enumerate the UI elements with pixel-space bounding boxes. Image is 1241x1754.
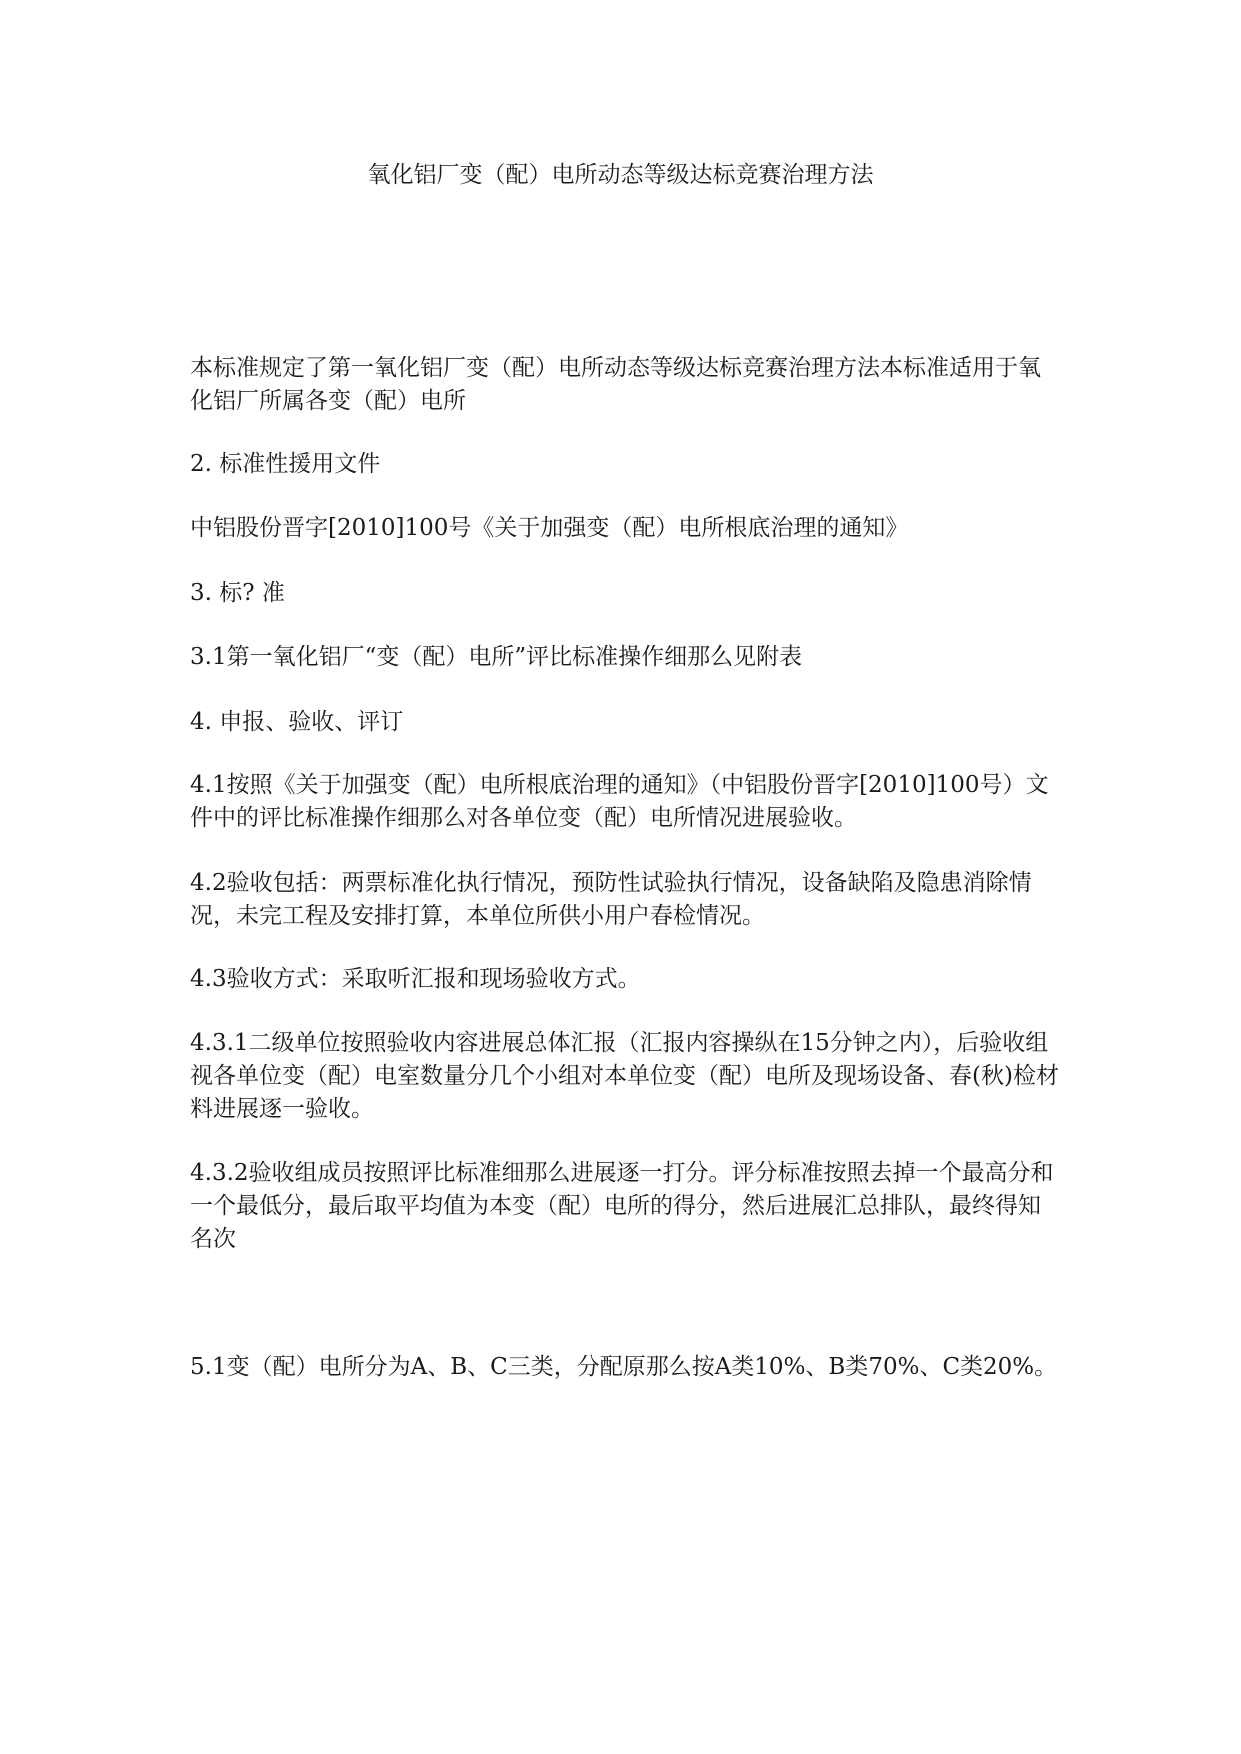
section-heading-2: 2. 标准性援用文件 [190, 451, 381, 477]
paragraph-reference-doc: 中铝股份晋字[2010]100号《关于加强变（配）电所根底治理的通知》 [190, 515, 909, 541]
section-heading-4: 4. 申报、验收、评订 [190, 709, 404, 735]
paragraph-4-1: 4.1按照《关于加强变（配）电所根底治理的通知》（中铝股份晋字[2010]100号）文件中的评比标准操作细那么对各单位变（配）电所情况进展验收。 [190, 772, 1049, 831]
paragraph-4-3-2: 4.3.2验收组成员按照评比标准细那么进展逐一打分。评分标准按照去掉一个最高分和一个最低分，最后取平均值为本变（配）电所的得分，然后进展汇总排队，最终得知名次 [190, 1160, 1054, 1252]
paragraph-4-3: 4.3验收方式：采取听汇报和现场验收方式。 [190, 966, 641, 992]
paragraph-4-3-1: 4.3.1二级单位按照验收内容进展总体汇报（汇报内容操纵在15分钟之内），后验收组视各单位变（配）电室数量分几个小组对本单位变（配）电所及现场设备、春(秋)检材料进展逐一验收。 [190, 1030, 1059, 1122]
paragraph-3-1: 3.1第一氧化铝厂“变（配）电所”评比标准操作细那么见附表 [190, 644, 803, 670]
paragraph-4-2: 4.2验收包括：两票标准化执行情况，预防性试验执行情况，设备缺陷及隐患消除情况，未完工程及安排打算，本单位所供小用户春检情况。 [190, 870, 1032, 929]
paragraph-5-1: 5.1变（配）电所分为A、B、C三类，分配原那么按A类10%、B类70%、C类20%。 [190, 1354, 1058, 1380]
section-heading-3: 3. 标? 准 [190, 580, 285, 606]
paragraph-scope: 本标准规定了第一氧化铝厂变（配）电所动态等级达标竞赛治理方法本标准适用于氧化铝厂所属各变（配）电所 [190, 355, 1041, 414]
document-title: 氧化铝厂变（配）电所动态等级达标竞赛治理方法 [367, 162, 874, 188]
